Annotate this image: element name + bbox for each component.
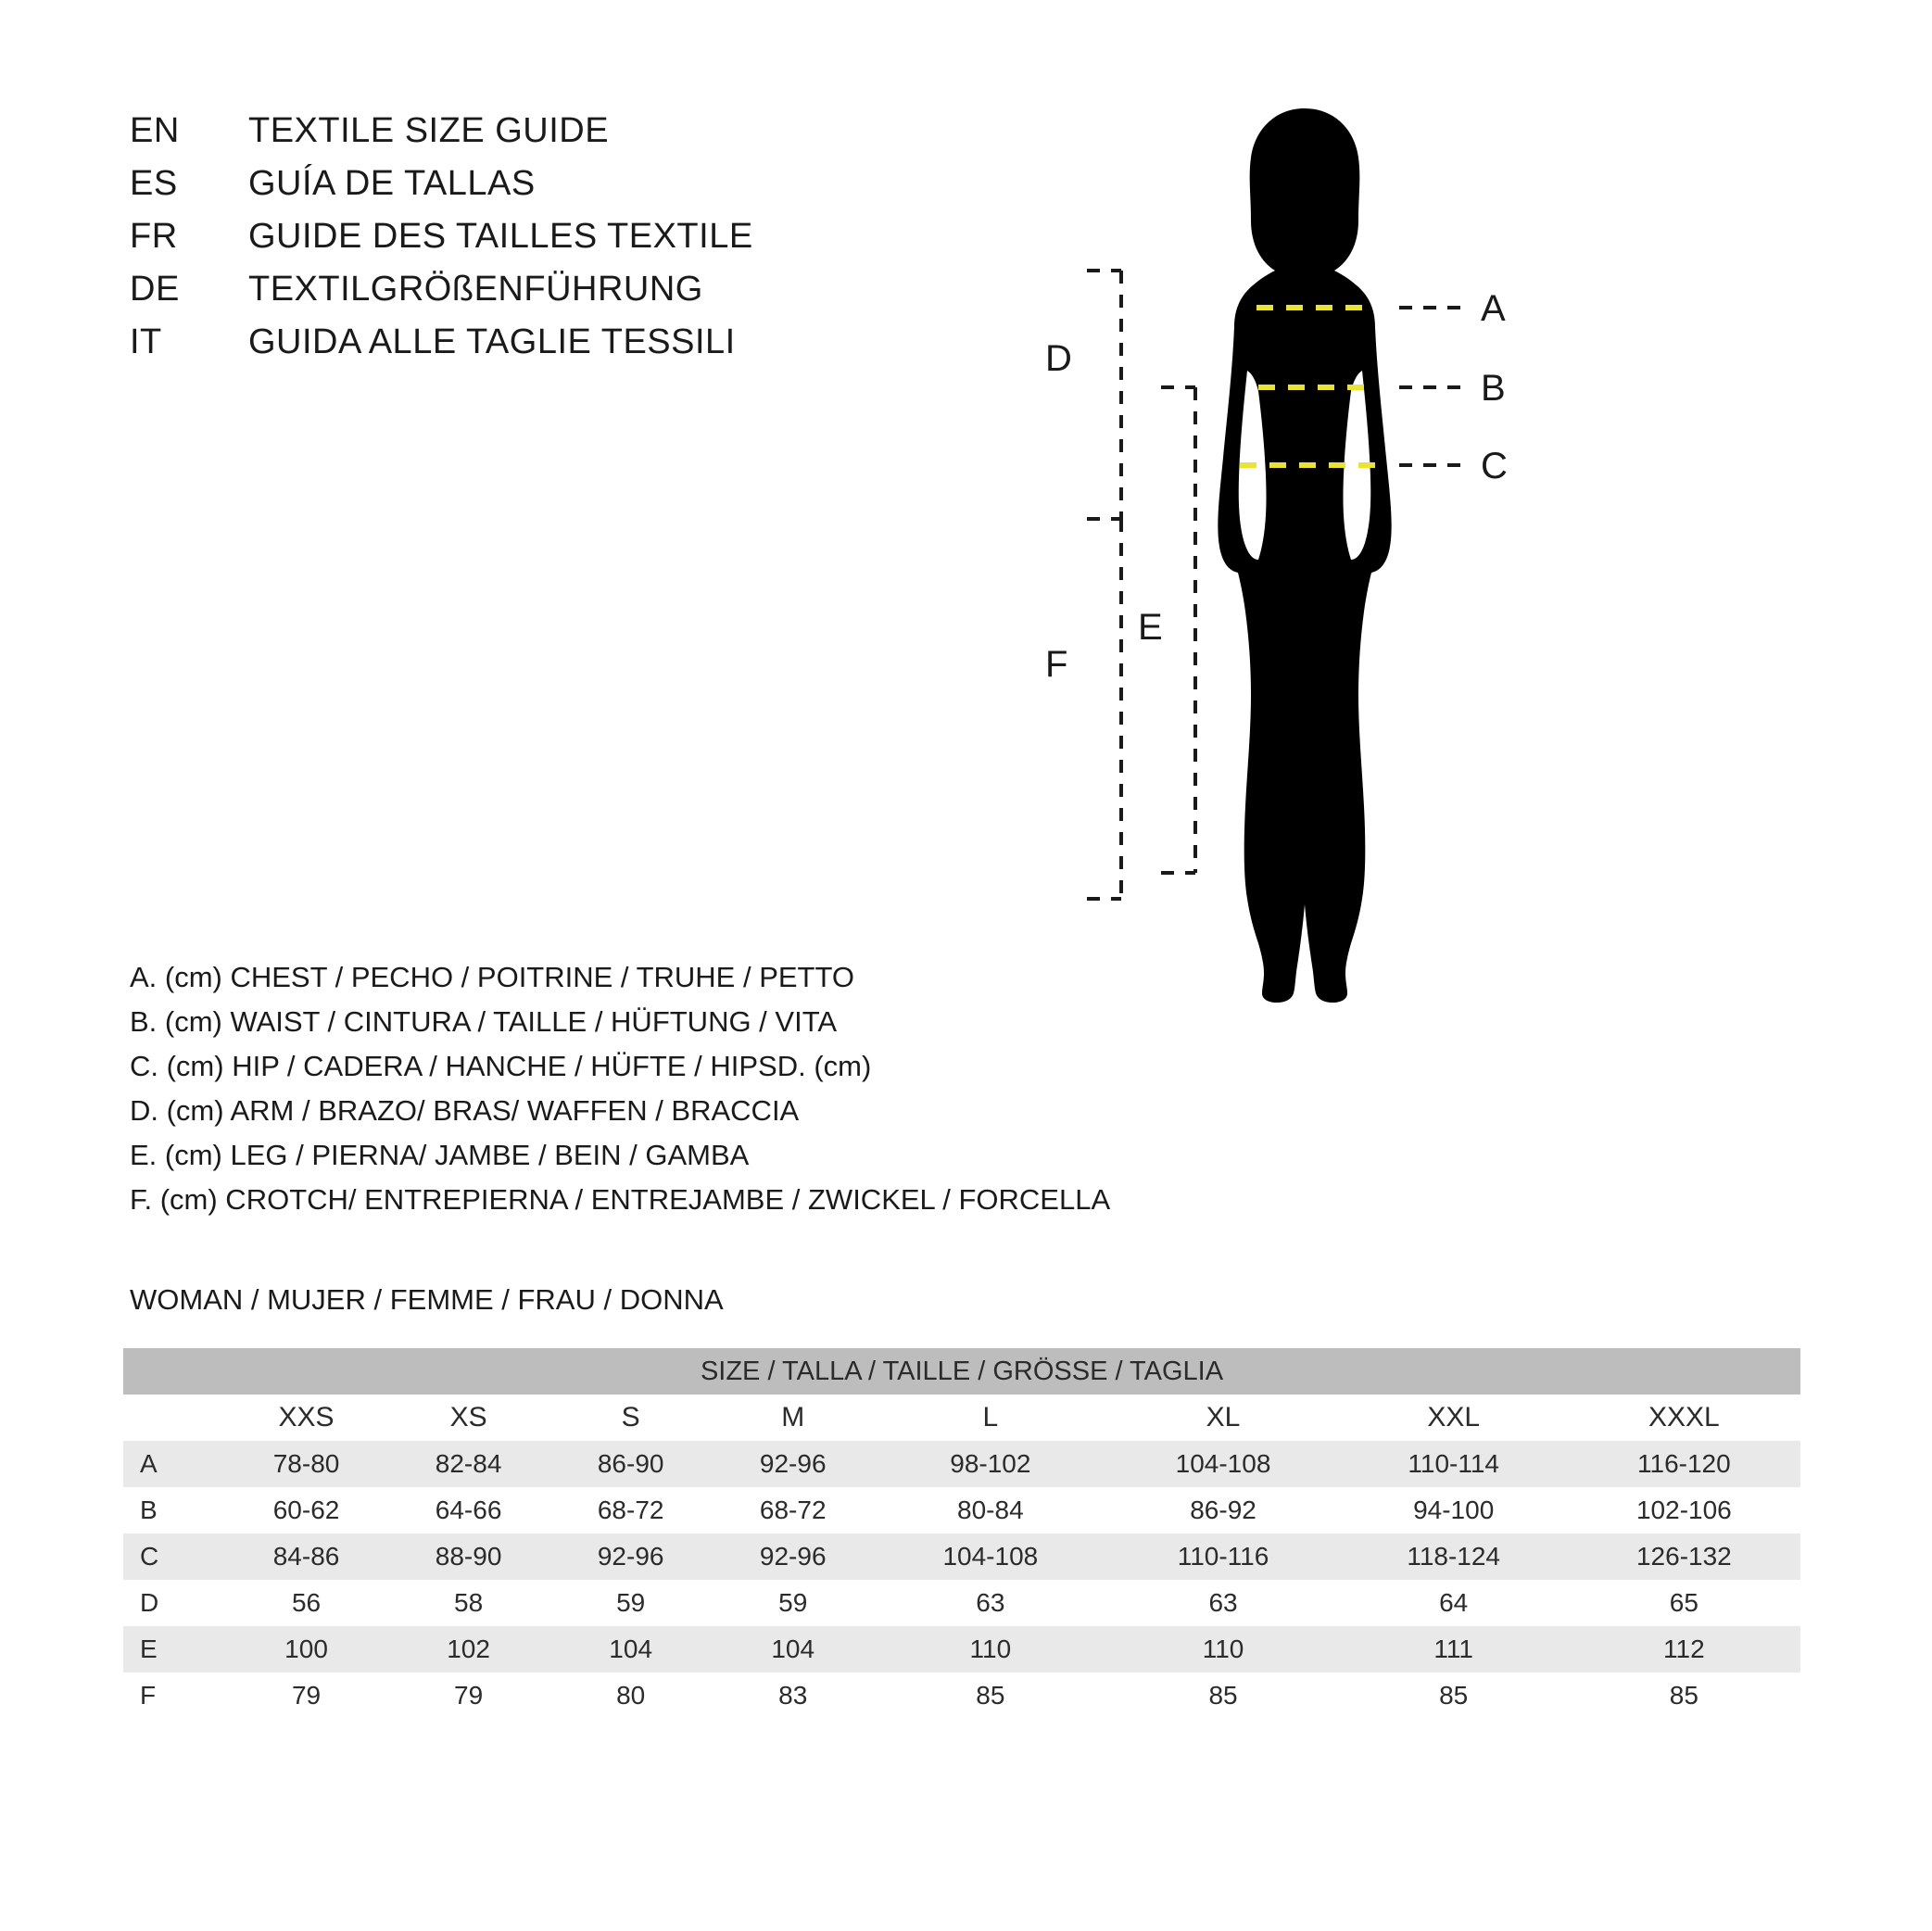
- size-col-s: S: [549, 1395, 712, 1441]
- cell-b-s: 68-72: [549, 1487, 712, 1533]
- cell-c-xl: 110-116: [1106, 1533, 1339, 1580]
- size-col-l: L: [874, 1395, 1106, 1441]
- cell-a-xxxl: 116-120: [1568, 1441, 1800, 1487]
- title-lang-de: DE: [130, 270, 180, 309]
- title-row: [130, 111, 964, 151]
- marker-label-f: F: [1045, 644, 1068, 685]
- marker-label-e: E: [1138, 607, 1163, 648]
- size-row-spacer: [123, 1395, 225, 1441]
- row-label-f: F: [123, 1672, 225, 1719]
- measurement-diagram: [1045, 65, 1844, 1205]
- legend-item-c: C. (cm) HIP / CADERA / HANCHE / HÜFTE / HIPSD. (cm): [130, 1049, 872, 1082]
- cell-e-s: 104: [549, 1626, 712, 1672]
- cell-f-xxs: 79: [225, 1672, 387, 1719]
- cell-d-xxs: 56: [225, 1580, 387, 1626]
- cell-e-xs: 102: [387, 1626, 549, 1672]
- cell-f-xxl: 85: [1340, 1672, 1568, 1719]
- title-lang-it: IT: [130, 322, 162, 361]
- title-lang-fr: FR: [130, 217, 178, 256]
- size-col-xxl: XXL: [1340, 1395, 1568, 1441]
- table-row: [123, 1533, 1800, 1580]
- cell-d-l: 63: [874, 1580, 1106, 1626]
- cell-e-m: 104: [712, 1626, 874, 1672]
- cell-b-xxxl: 102-106: [1568, 1487, 1800, 1533]
- cell-e-l: 110: [874, 1626, 1106, 1672]
- title-lang-es: ES: [130, 164, 178, 203]
- cell-b-m: 68-72: [712, 1487, 874, 1533]
- cell-b-xs: 64-66: [387, 1487, 549, 1533]
- cell-c-s: 92-96: [549, 1533, 712, 1580]
- marker-label-d: D: [1045, 338, 1072, 379]
- legend-item-a: A. (cm) CHEST / PECHO / POITRINE / TRUHE / PETTO: [130, 961, 854, 993]
- cell-b-xl: 86-92: [1106, 1487, 1339, 1533]
- cell-f-m: 83: [712, 1672, 874, 1719]
- cell-a-xl: 104-108: [1106, 1441, 1339, 1487]
- marker-label-b: B: [1481, 368, 1506, 409]
- cell-b-xxs: 60-62: [225, 1487, 387, 1533]
- legend-item-e: E. (cm) LEG / PIERNA/ JAMBE / BEIN / GAMBA: [130, 1138, 750, 1171]
- cell-e-xxxl: 112: [1568, 1626, 1800, 1672]
- cell-d-xxxl: 65: [1568, 1580, 1800, 1626]
- cell-f-xl: 85: [1106, 1672, 1339, 1719]
- title-block: [130, 111, 964, 375]
- cell-a-l: 98-102: [874, 1441, 1106, 1487]
- size-col-xxs: XXS: [225, 1395, 387, 1441]
- cell-e-xxs: 100: [225, 1626, 387, 1672]
- table-row: [123, 1441, 1800, 1487]
- title-text-fr: GUIDE DES TAILLES TEXTILE: [248, 217, 753, 256]
- title-row: [130, 322, 964, 362]
- table-row: [123, 1580, 1800, 1626]
- marker-label-c: C: [1481, 446, 1508, 486]
- female-silhouette-icon: [1218, 108, 1391, 1003]
- marker-leader-lines: [1399, 308, 1464, 465]
- cell-f-xs: 79: [387, 1672, 549, 1719]
- size-col-xl: XL: [1106, 1395, 1339, 1441]
- vertical-measure-brackets: [1087, 271, 1195, 899]
- size-col-m: M: [712, 1395, 874, 1441]
- cell-c-xxs: 84-86: [225, 1533, 387, 1580]
- row-label-a: A: [123, 1441, 225, 1487]
- table-row: [123, 1672, 1800, 1719]
- table-row: [123, 1487, 1800, 1533]
- table-row: [123, 1626, 1800, 1672]
- cell-c-m: 92-96: [712, 1533, 874, 1580]
- cell-e-xl: 110: [1106, 1626, 1339, 1672]
- size-col-xs: XS: [387, 1395, 549, 1441]
- cell-a-xxl: 110-114: [1340, 1441, 1568, 1487]
- cell-a-m: 92-96: [712, 1441, 874, 1487]
- cell-d-xs: 58: [387, 1580, 549, 1626]
- legend-item-b: B. (cm) WAIST / CINTURA / TAILLE / HÜFTUNG / VITA: [130, 1004, 838, 1038]
- cell-d-xl: 63: [1106, 1580, 1339, 1626]
- marker-label-a: A: [1481, 288, 1506, 329]
- cell-d-m: 59: [712, 1580, 874, 1626]
- table-header-row: [123, 1348, 1800, 1395]
- cell-f-xxxl: 85: [1568, 1672, 1800, 1719]
- cell-d-xxl: 64: [1340, 1580, 1568, 1626]
- title-row: [130, 164, 964, 204]
- legend-item-d: D. (cm) ARM / BRAZO/ BRAS/ WAFFEN / BRACCIA: [130, 1093, 800, 1127]
- size-col-xxxl: XXXL: [1568, 1395, 1800, 1441]
- cell-b-xxl: 94-100: [1340, 1487, 1568, 1533]
- table-header-label: SIZE / TALLA / TAILLE / GRÖSSE / TAGLIA: [123, 1348, 1800, 1395]
- cell-b-l: 80-84: [874, 1487, 1106, 1533]
- cell-f-l: 85: [874, 1672, 1106, 1719]
- cell-c-l: 104-108: [874, 1533, 1106, 1580]
- cell-d-s: 59: [549, 1580, 712, 1626]
- cell-a-s: 86-90: [549, 1441, 712, 1487]
- row-label-b: B: [123, 1487, 225, 1533]
- cell-a-xs: 82-84: [387, 1441, 549, 1487]
- cell-a-xxs: 78-80: [225, 1441, 387, 1487]
- row-label-c: C: [123, 1533, 225, 1580]
- row-label-e: E: [123, 1626, 225, 1672]
- title-text-en: TEXTILE SIZE GUIDE: [248, 111, 610, 150]
- title-text-es: GUÍA DE TALLAS: [248, 164, 536, 203]
- table-size-row: [123, 1395, 1800, 1441]
- cell-f-s: 80: [549, 1672, 712, 1719]
- gender-label: WOMAN / MUJER / FEMME / FRAU / DONNA: [130, 1283, 724, 1316]
- legend-block: [130, 959, 1195, 1225]
- cell-c-xxxl: 126-132: [1568, 1533, 1800, 1580]
- title-text-it: GUIDA ALLE TAGLIE TESSILI: [248, 322, 736, 361]
- size-table: [123, 1348, 1800, 1719]
- cell-c-xs: 88-90: [387, 1533, 549, 1580]
- cell-c-xxl: 118-124: [1340, 1533, 1568, 1580]
- legend-item-f: F. (cm) CROTCH/ ENTREPIERNA / ENTREJAMBE / ZWICKEL / FORCELLA: [130, 1182, 1111, 1216]
- row-label-d: D: [123, 1580, 225, 1626]
- title-lang-en: EN: [130, 111, 180, 150]
- title-text-de: TEXTILGRÖßENFÜHRUNG: [248, 270, 703, 309]
- title-row: [130, 270, 964, 309]
- title-row: [130, 217, 964, 257]
- cell-e-xxl: 111: [1340, 1626, 1568, 1672]
